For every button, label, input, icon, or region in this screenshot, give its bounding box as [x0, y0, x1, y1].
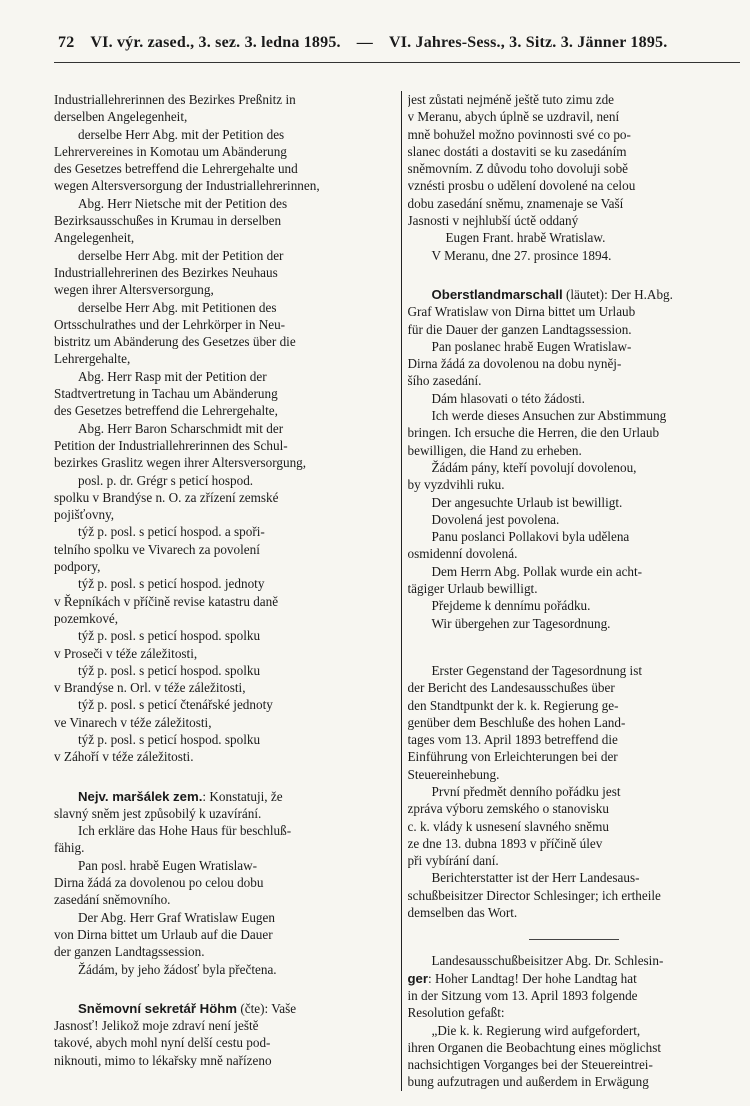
text-line — [408, 321, 741, 338]
text-line — [54, 368, 395, 385]
text-line — [408, 108, 741, 125]
line-text: Abg. Herr Rasp mit der Petition der — [78, 368, 267, 384]
line-text: nachsichtigen Vorganges bei der Steuereintrei- — [407, 1057, 653, 1073]
line-text: Panu poslanci Pollakovi byla udělena — [431, 529, 630, 545]
header-rule — [54, 62, 740, 63]
text-line — [54, 385, 395, 402]
text-line — [54, 891, 395, 908]
line-text: genüber dem Beschluße des hohen Land- — [407, 714, 626, 730]
text-line — [54, 839, 395, 856]
line-text: demselben das Wort. — [407, 905, 518, 921]
text-line — [54, 541, 395, 558]
line-text: Žádám, by jeho žádosť byla přečtena. — [78, 961, 277, 977]
text-line — [408, 615, 741, 632]
line-text: šího zasedání. — [407, 373, 482, 389]
line-text: by vyzdvihli ruku. — [407, 477, 505, 493]
text-line — [54, 264, 395, 281]
text-line — [408, 1022, 741, 1039]
line-text: slavný sněm jest způsobilý k uzavírání. — [54, 805, 262, 821]
line-text: týž p. posl. s peticí hospod. spolku — [78, 628, 261, 644]
line-text: wegen Altersversorgung der Industriallehrerinnen, — [54, 178, 320, 194]
text-line — [408, 835, 741, 852]
line-text: Dám hlasovati o této žádosti. — [431, 390, 585, 406]
section-rule — [529, 939, 619, 940]
text-line — [54, 627, 395, 644]
line-text: des Gesetzes betreffend die Lehrergehalte und — [54, 161, 298, 177]
line-text: týž p. posl. s peticí hospod. jednoty — [78, 576, 265, 592]
text-line — [54, 943, 395, 960]
line-text: Wir übergehen zur Tagesordnung. — [431, 615, 611, 631]
line-text: V Meranu, dne 27. prosince 1894. — [431, 247, 612, 263]
line-text: První předmět denního pořádku jest — [431, 783, 621, 799]
text-line — [408, 731, 741, 748]
line-text: Erster Gegenstand der Tagesordnung ist — [431, 662, 643, 678]
text-line — [54, 281, 395, 298]
line-text: Steuereinhebung. — [407, 766, 500, 782]
text-line — [54, 558, 395, 575]
line-text: Industriallehrerinen des Bezirkes Neuhaus — [54, 264, 278, 280]
speaker-name: Oberstlandmarschall — [431, 286, 563, 302]
line-text: : Hoher Landtag! Der hohe Landtag hat — [428, 970, 637, 986]
line-text: mně bohužel možno povinnosti své co po- — [407, 126, 631, 142]
line-text: týž p. posl. s peticí čtenářské jednoty — [78, 697, 273, 713]
text-line — [54, 822, 395, 839]
line-text: Berichterstatter ist der Herr Landesaus- — [431, 870, 640, 886]
text-line — [408, 714, 741, 731]
line-text: derselbe Herr Abg. mit der Petition der — [78, 247, 284, 263]
text-line — [408, 286, 741, 303]
text-line — [408, 662, 741, 679]
text-line — [408, 177, 741, 194]
text-line — [54, 316, 395, 333]
text-line — [408, 852, 741, 869]
paragraph-gap — [54, 978, 395, 1000]
text-line — [54, 437, 395, 454]
line-text: vznésti prosbu o udělení dovolené na celou — [407, 178, 636, 194]
line-text: Dovolená jest povolena. — [431, 511, 560, 527]
line-text: při vybírání daní. — [407, 853, 499, 869]
text-line — [408, 91, 741, 108]
text-line — [54, 333, 395, 350]
text-line — [408, 355, 741, 372]
line-text: bistritz um Abänderung des Gesetzes über die — [54, 334, 296, 350]
text-line — [54, 909, 395, 926]
line-text: Pan poslanec hrabě Eugen Wratislaw- — [431, 338, 632, 354]
text-line — [408, 1073, 741, 1090]
text-line — [408, 818, 741, 835]
line-text: Abg. Herr Nietsche mit der Petition des — [78, 195, 288, 211]
text-line — [54, 160, 395, 177]
left-column — [54, 91, 401, 1091]
line-text: derselbe Herr Abg. mit Petitionen des — [78, 299, 277, 315]
line-text: týž p. posl. s peticí hospod. a spoři- — [78, 524, 265, 540]
header-german: VI. Jahres-Sess., 3. Sitz. 3. Jänner 1895. — [388, 34, 668, 51]
line-text: bewilligen, die Hand zu erheben. — [407, 442, 582, 458]
line-text: spolku v Brandýse n. O. za zřízení zemské — [54, 489, 279, 505]
text-line — [408, 247, 741, 264]
speaker-name: ger — [407, 970, 429, 986]
text-line — [54, 506, 395, 523]
line-text: Eugen Frant. hrabě Wratislaw. — [445, 230, 606, 246]
text-line — [408, 697, 741, 714]
paragraph-gap — [54, 766, 395, 788]
line-text: bringen. Ich ersuche die Herren, die den Urlaub — [407, 425, 660, 441]
line-text: c. k. vlády k usnesení slavného sněmu — [407, 818, 609, 834]
line-text: podpory, — [54, 559, 101, 575]
line-text: v Řepníkách v příčině revise katastru daně — [54, 593, 279, 609]
paragraph-gap — [408, 264, 741, 286]
line-text: Lehrergehalte, — [54, 351, 131, 367]
line-text: der ganzen Landtagssession. — [54, 944, 205, 960]
text-line — [54, 212, 395, 229]
page-header — [54, 34, 740, 52]
text-line — [408, 597, 741, 614]
line-text: Abg. Herr Baron Scharschmidt mit der — [78, 420, 284, 436]
line-text: Ich werde dieses Ansuchen zur Abstimmung — [431, 408, 667, 424]
text-line — [54, 108, 395, 125]
text-columns — [54, 91, 740, 1091]
text-line — [54, 610, 395, 627]
text-line — [408, 679, 741, 696]
line-text: Graf Wratislaw von Dirna bittet um Urlaub — [407, 304, 636, 320]
text-line — [408, 229, 741, 246]
line-text: Dem Herrn Abg. Pollak wurde ein acht- — [431, 563, 643, 579]
line-text: wegen ihrer Altersversorgung, — [54, 282, 214, 298]
text-line — [408, 390, 741, 407]
text-line — [54, 402, 395, 419]
text-line — [54, 696, 395, 713]
line-text: Der Abg. Herr Graf Wratislaw Eugen — [78, 909, 275, 925]
text-line — [54, 229, 395, 246]
line-text: pojišťovny, — [54, 507, 115, 523]
speaker-name: Sněmovní sekretář Höhm — [78, 1000, 238, 1016]
text-line — [408, 1056, 741, 1073]
line-text: niknouti, mimo to lékařsky mně nařízeno — [54, 1052, 272, 1068]
line-text: Der angesuchte Urlaub ist bewilligt. — [431, 494, 623, 510]
text-line — [54, 662, 395, 679]
line-text: Ich erkläre das Hohe Haus für beschluß- — [78, 823, 292, 839]
line-text: bezirkes Graslitz wegen ihrer Altersversorgung, — [54, 455, 307, 471]
text-line — [54, 593, 395, 610]
text-line — [54, 748, 395, 765]
line-text: zasedání sněmovního. — [54, 892, 171, 908]
speaker-name: Nejv. maršálek zem. — [78, 788, 203, 804]
text-line — [408, 987, 741, 1004]
line-text: telního spolku ve Vivarech za povolení — [54, 541, 260, 557]
text-line — [54, 679, 395, 696]
text-line — [408, 748, 741, 765]
text-line — [54, 874, 395, 891]
text-line — [54, 1000, 395, 1017]
line-text: fähig. — [54, 840, 85, 856]
text-line — [408, 511, 741, 528]
line-text: takové, abych mohl nyní delší cestu pod- — [54, 1035, 271, 1051]
text-line — [408, 407, 741, 424]
line-text: Angelegenheit, — [54, 230, 135, 246]
text-line — [54, 472, 395, 489]
text-line — [54, 731, 395, 748]
line-text: ihren Organen die Beobachtung eines möglichst — [407, 1039, 662, 1055]
line-text: Ortsschulrathes und der Lehrkörper in Neu- — [54, 316, 286, 332]
line-text: posl. p. dr. Grégr s peticí hospod. — [78, 472, 254, 488]
text-line — [408, 126, 741, 143]
text-line — [54, 926, 395, 943]
text-line — [408, 563, 741, 580]
line-text: slanec dostáti a dostaviti se ku zasedáním — [407, 143, 627, 159]
line-text: schußbeisitzer Director Schlesinger; ich ertheile — [407, 887, 661, 903]
line-text: Jasnosť! Jelikož moje zdraví není ještě — [54, 1018, 259, 1034]
text-line — [54, 247, 395, 264]
text-line — [54, 126, 395, 143]
line-text: tages vom 13. April 1893 betreffend die — [407, 732, 618, 748]
text-line — [408, 970, 741, 987]
text-line — [54, 645, 395, 662]
line-text: den Standtpunkt der k. k. Regierung ge- — [407, 697, 619, 713]
paragraph-gap — [408, 632, 741, 662]
right-column — [402, 91, 741, 1091]
line-text: des Gesetzes betreffend die Lehrergehalte, — [54, 403, 278, 419]
text-line — [54, 454, 395, 471]
line-text: Jasnosti v nejhlubší úctě oddaný — [407, 213, 579, 229]
text-line — [408, 338, 741, 355]
text-line — [408, 887, 741, 904]
text-line — [408, 494, 741, 511]
line-text: bung aufzutragen und außerdem in Erwägung — [407, 1074, 649, 1090]
line-text: v Meranu, abych úplně se uzdravil, není — [407, 109, 620, 125]
text-line — [408, 459, 741, 476]
line-text: Einführung von Erleichterungen bei der — [407, 749, 618, 765]
text-line — [408, 545, 741, 562]
line-text: Pan posl. hrabě Eugen Wratislaw- — [78, 857, 258, 873]
text-line — [54, 805, 395, 822]
page-number: 72 — [58, 34, 75, 51]
text-line — [54, 489, 395, 506]
text-line — [54, 195, 395, 212]
line-text: zpráva výboru zemského o stanovisku — [407, 801, 609, 817]
text-line — [408, 442, 741, 459]
text-line — [54, 420, 395, 437]
text-line — [54, 1017, 395, 1034]
line-text: derselben Angelegenheit, — [54, 109, 188, 125]
line-text: v Záhoří v téže záležitosti. — [54, 749, 194, 765]
text-line — [54, 299, 395, 316]
text-line — [54, 575, 395, 592]
text-line — [408, 528, 741, 545]
text-line — [408, 212, 741, 229]
text-line — [54, 91, 395, 108]
text-line — [54, 143, 395, 160]
text-line — [408, 766, 741, 783]
line-text: derselbe Herr Abg. mit der Petition des — [78, 126, 285, 142]
line-text: Stadtvertretung in Tachau um Abänderung — [54, 386, 278, 402]
text-line — [408, 1004, 741, 1021]
line-text: v Proseči v téže záležitosti, — [54, 645, 198, 661]
line-text: „Die k. k. Regierung wird aufgefordert, — [431, 1022, 641, 1038]
text-line — [408, 195, 741, 212]
line-text: Dirna žádá za dovolenou po celou dobu — [54, 875, 264, 891]
line-text: ve Vinarech v téže záležitosti, — [54, 714, 212, 730]
header-dash: — — [356, 34, 373, 51]
text-line — [54, 350, 395, 367]
text-line — [408, 160, 741, 177]
text-line — [54, 1034, 395, 1051]
line-text: (läutet): Der H.Abg. — [562, 286, 673, 302]
line-text: (čte): Vaše — [237, 1000, 297, 1016]
text-line — [408, 580, 741, 597]
line-text: in der Sitzung vom 13. April 1893 folgende — [407, 987, 638, 1003]
text-line — [54, 714, 395, 731]
text-line — [408, 869, 741, 886]
text-line — [54, 857, 395, 874]
line-text: sněmovním. Z důvodu toho dovoluji sobě — [407, 161, 629, 177]
text-line — [408, 424, 741, 441]
text-line — [408, 303, 741, 320]
text-line — [408, 952, 741, 969]
line-text: týž p. posl. s peticí hospod. spolku — [78, 731, 261, 747]
line-text: Přejdeme k dennímu pořádku. — [431, 598, 591, 614]
line-text: Lehrervereines in Komotau um Abänderung — [54, 143, 287, 159]
line-text: der Bericht des Landesausschußes über — [407, 680, 615, 696]
text-line — [408, 800, 741, 817]
text-line — [54, 1052, 395, 1069]
text-line — [408, 1039, 741, 1056]
line-text: Žádám pány, kteří povolují dovolenou, — [431, 459, 637, 475]
text-line — [54, 788, 395, 805]
line-text: Petition der Industriallehrerinnen des Schul- — [54, 437, 288, 453]
line-text: pozemkové, — [54, 610, 119, 626]
line-text: Bezirksausschußes in Krumau in derselben — [54, 213, 282, 229]
text-line — [54, 523, 395, 540]
text-line — [408, 143, 741, 160]
line-text: týž p. posl. s peticí hospod. spolku — [78, 662, 261, 678]
line-text: Dirna žádá za dovolenou na dobu nyněj- — [407, 356, 622, 372]
line-text: Industriallehrerinnen des Bezirkes Preßnitz in — [54, 92, 296, 107]
line-text: v Brandýse n. Orl. v téže záležitosti, — [54, 680, 246, 696]
line-text: dobu zasedání sněmu, znamenaje se Vaší — [407, 195, 624, 211]
line-text: Resolution gefaßt: — [407, 1005, 505, 1021]
text-line — [408, 904, 741, 921]
header-czech: VI. výr. zased., 3. sez. 3. ledna 1895. — [90, 34, 341, 51]
text-line — [54, 961, 395, 978]
line-text: tägiger Urlaub bewilligt. — [407, 581, 538, 597]
line-text: Landesausschußbeisitzer Abg. Dr. Schlesin- — [431, 953, 664, 969]
text-line — [54, 177, 395, 194]
text-line — [408, 476, 741, 493]
line-text: für die Dauer der ganzen Landtagssession. — [407, 321, 632, 337]
line-text: : Konstatuji, že — [202, 788, 283, 804]
line-text: von Dirna bittet um Urlaub auf die Dauer — [54, 926, 273, 942]
text-line — [408, 372, 741, 389]
text-line — [408, 783, 741, 800]
line-text: ze dne 13. dubna 1893 v příčině úlev — [407, 835, 603, 851]
line-text: jest zůstati nejméně ještě tuto zimu zde — [407, 92, 615, 107]
line-text: osmidenní dovolená. — [407, 546, 518, 562]
